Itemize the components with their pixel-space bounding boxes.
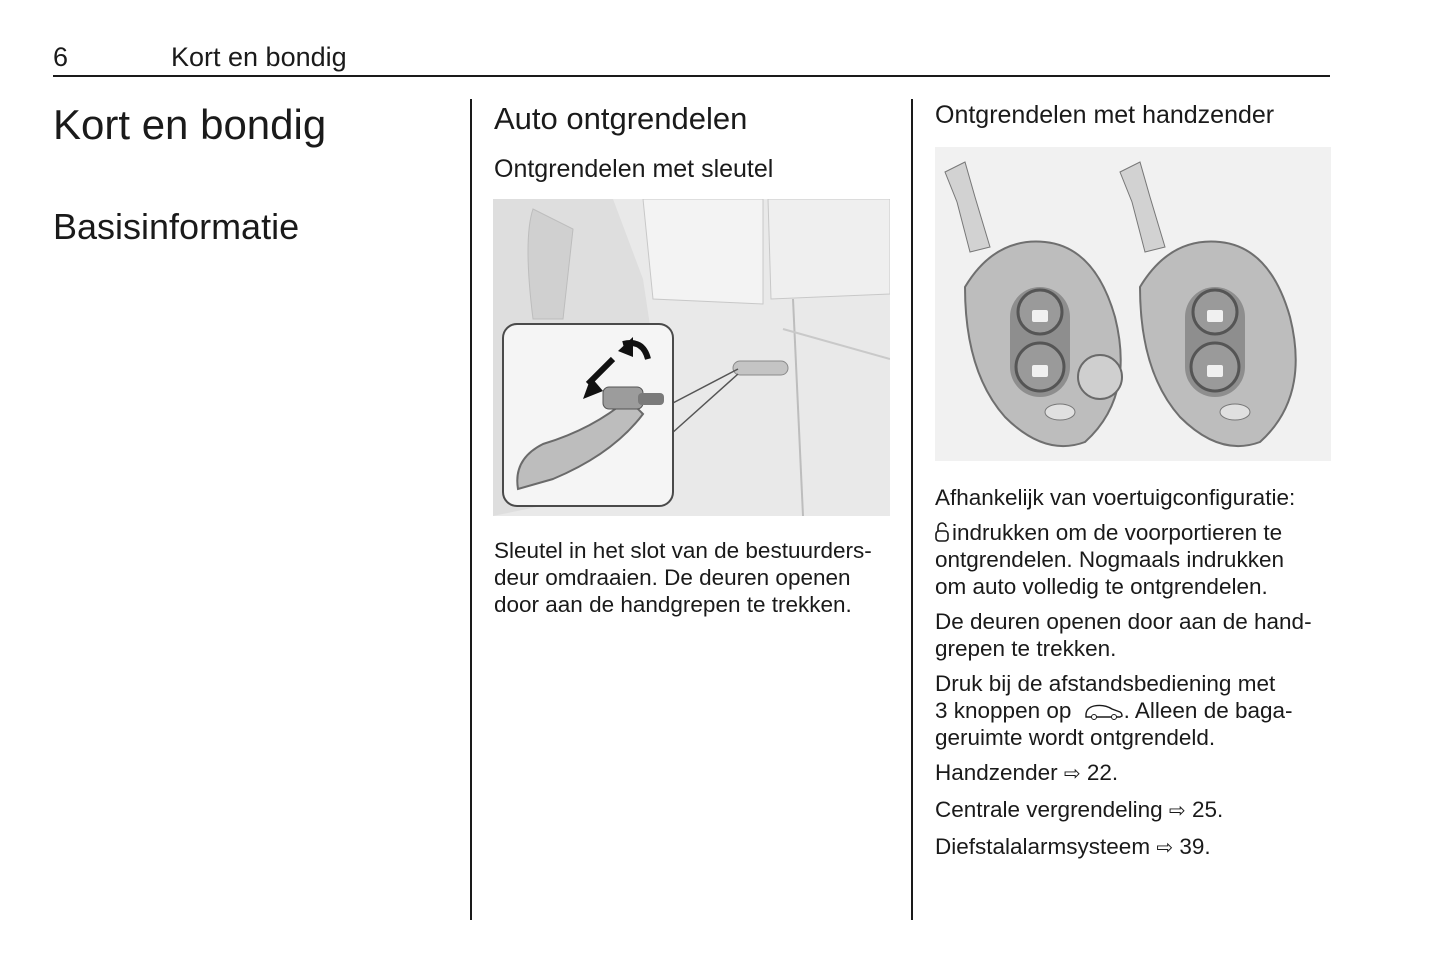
- middle-line-3: door aan de handgrepen te trekken.: [494, 592, 852, 617]
- running-title: Kort en bondig: [171, 42, 347, 72]
- reference-arrow-icon: ⇨: [1063, 763, 1081, 785]
- ref-label: Centrale vergrendeling: [935, 797, 1163, 822]
- heading-auto-ontgrendelen: Auto ontgrendelen: [494, 101, 748, 136]
- right-p3-line-1: Druk bij de afstandsbediening met: [935, 671, 1276, 696]
- right-p3-line-2a: 3 knoppen op: [935, 698, 1072, 723]
- unlock-icon: [935, 522, 949, 542]
- column-divider-right: [911, 99, 913, 920]
- right-p2-line-2: grepen te trekken.: [935, 636, 1117, 661]
- right-p3-line-2b: . Alleen de baga-: [1123, 698, 1293, 723]
- right-p1-line-3: om auto volledig te ontgrendelen.: [935, 574, 1268, 599]
- door-handle-key-illustration: [493, 199, 890, 516]
- right-intro: Afhankelijk van voertuigconfiguratie:: [935, 485, 1296, 510]
- ref-page: 22.: [1086, 760, 1119, 785]
- right-p3-line-3: geruimte wordt ontgrendeld.: [935, 725, 1216, 750]
- reference-arrow-icon: ⇨: [1168, 800, 1186, 822]
- ref-page: 39.: [1179, 834, 1211, 859]
- right-p1-line-2: ontgrendelen. Nogmaals indrukken: [935, 547, 1284, 572]
- middle-paragraph: [494, 537, 894, 618]
- right-paragraphs: [935, 484, 1335, 870]
- ref-centrale-vergrendeling[interactable]: [935, 796, 1335, 825]
- chapter-title: Kort en bondig: [53, 101, 327, 148]
- right-p2: [935, 608, 1335, 662]
- subheading-handzender: Ontgrendelen met handzender: [935, 101, 1275, 129]
- page-number: 6: [53, 42, 69, 72]
- middle-line-2: deur omdraaien. De deuren openen: [494, 565, 851, 590]
- ref-label: Diefstalalarmsysteem: [935, 834, 1151, 859]
- ref-label: Handzender: [935, 760, 1058, 785]
- section-title: Basisinformatie: [53, 206, 300, 247]
- middle-line-1: Sleutel in het slot van de bestuurders-: [494, 538, 872, 563]
- car-trunk-icon: [1084, 701, 1124, 721]
- reference-arrow-icon: ⇨: [1156, 837, 1174, 859]
- right-p1: [935, 519, 1335, 600]
- ref-handzender[interactable]: [935, 759, 1335, 788]
- column-divider-left: [470, 99, 472, 920]
- ref-diefstalalarmsysteem[interactable]: [935, 833, 1335, 862]
- header-rule: [53, 75, 1330, 77]
- right-p3: [935, 670, 1335, 751]
- remote-key-fobs-illustration: [935, 147, 1331, 461]
- subheading-sleutel: Ontgrendelen met sleutel: [494, 155, 774, 183]
- right-p2-line-1: De deuren openen door aan de hand-: [935, 609, 1312, 634]
- right-p1-line-1: indrukken om de voorportieren te: [952, 520, 1283, 545]
- ref-page: 25.: [1191, 797, 1224, 822]
